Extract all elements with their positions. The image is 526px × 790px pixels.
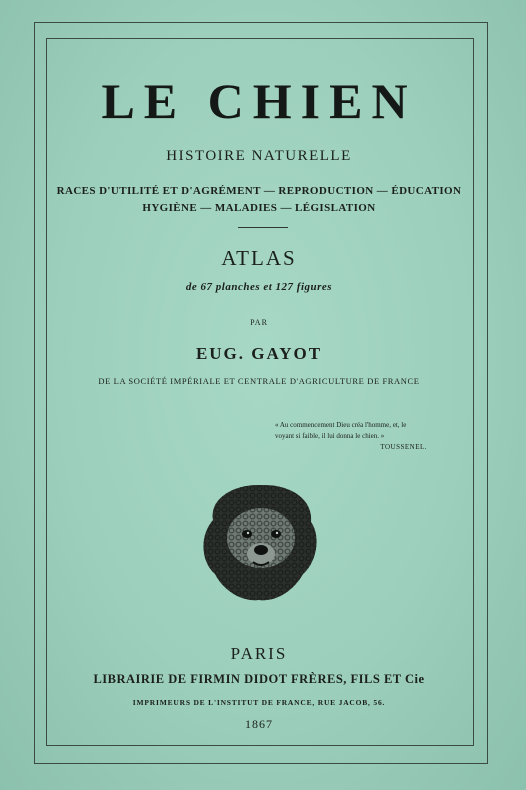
- author-affiliation: DE LA SOCIÉTÉ IMPÉRIALE ET CENTRALE D'AGRICULTURE DE FRANCE: [98, 376, 420, 386]
- poodle-head-icon: [193, 478, 328, 603]
- atlas-detail: de 67 planches et 127 figures: [185, 281, 333, 293]
- book-subtitle: HISTOIRE NATURELLE: [166, 148, 352, 164]
- inner-border: [46, 38, 474, 746]
- city: PARIS: [230, 644, 288, 663]
- topics: [46, 183, 472, 217]
- atlas-heading: ATLAS: [221, 246, 297, 270]
- epigraph-line-2: voyant si faible, il lui donna le chien. »: [275, 432, 385, 440]
- epigraph: [275, 420, 455, 453]
- topics-line-1: RACES D'UTILITÉ ET D'AGRÉMENT — REPRODUCTION — ÉDUCATION: [56, 185, 462, 197]
- publisher: LIBRAIRIE DE FIRMIN DIDOT FRÈRES, FILS ET Cie: [93, 672, 425, 686]
- author-name: EUG. GAYOT: [195, 344, 323, 363]
- printers: IMPRIMEURS DE L'INSTITUT DE FRANCE, RUE JACOB, 56.: [132, 698, 386, 707]
- epigraph-line-1: « Au commencement Dieu créa l'homme, et, le: [275, 421, 407, 429]
- publication-year: 1867: [245, 717, 273, 731]
- topics-line-2: HYGIÈNE — MALADIES — LÉGISLATION: [142, 202, 376, 214]
- by-label: PAR: [250, 318, 268, 327]
- epigraph-attribution: TOUSSENEL.: [380, 443, 427, 451]
- divider: [238, 227, 288, 228]
- book-title: LE CHIEN: [101, 73, 417, 129]
